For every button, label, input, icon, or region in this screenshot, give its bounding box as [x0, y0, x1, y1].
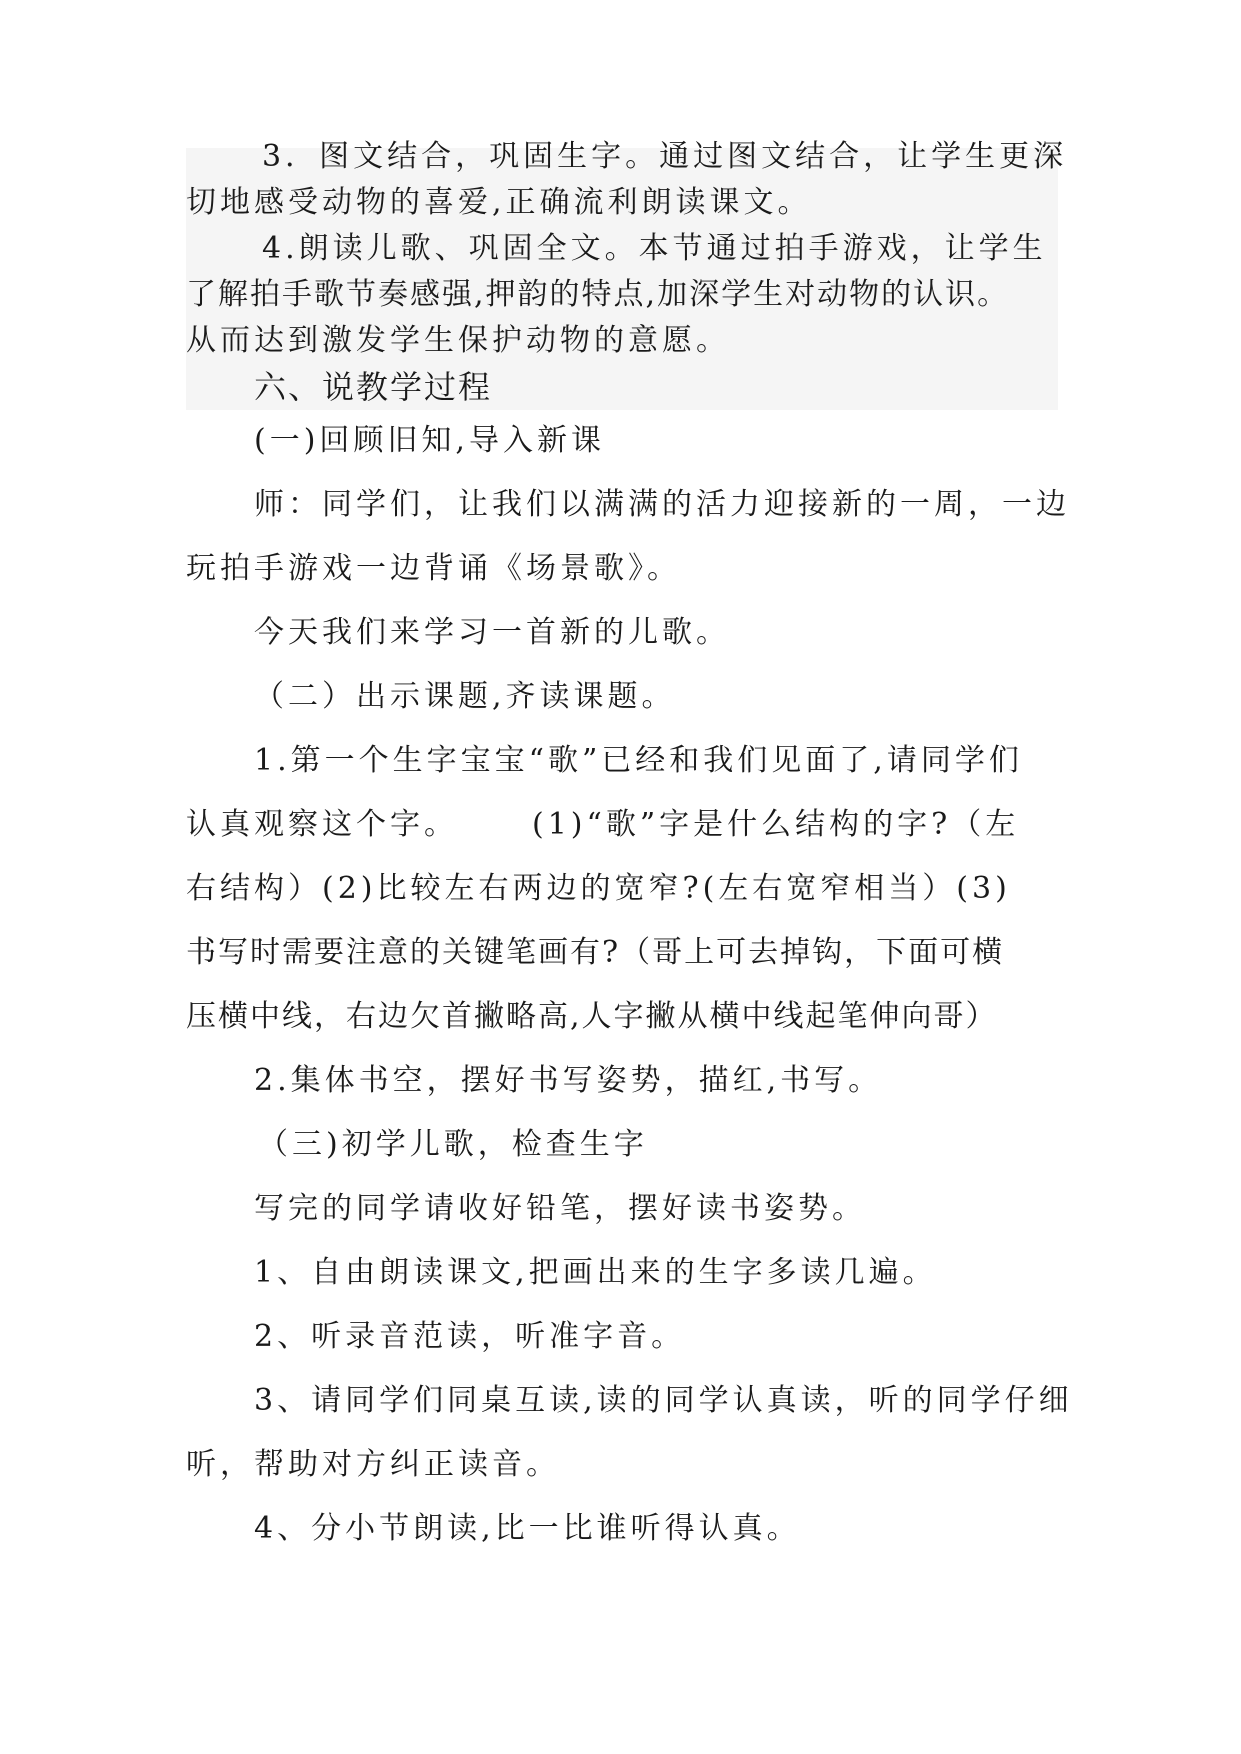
part-2-p1-line-1: 1.第一个生字宝宝“歌”已经和我们见面了,请同学们: [254, 743, 1023, 778]
teacher-line-2: 玩拍手游戏一边背诵《场景歌》。: [186, 551, 681, 586]
item-3-line-2: 切地感受动物的喜爱,正确流利朗读课文。: [186, 185, 812, 220]
section-6-heading: 六、说教学过程: [254, 368, 493, 406]
part-2-p1-line-5: 压横中线，右边欠首撇略高,人字撇从横中线起笔伸向哥）: [186, 999, 998, 1034]
part-3-step-3-line-2: 听，帮助对方纠正读音。: [186, 1447, 560, 1482]
part-2-p1-line-2a: 认真观察这个字。: [186, 807, 458, 842]
part-3-intro: 写完的同学请收好铅笔，摆好读书姿势。: [254, 1191, 866, 1226]
part-2-p1-line-2b: (1)“歌”字是什么结构的字?（左: [532, 807, 1020, 842]
part-3-step-2: 2、听录音范读，听准字音。: [254, 1319, 686, 1354]
teacher-line-1: 师：同学们，让我们以满满的活力迎接新的一周，一边: [254, 487, 1070, 522]
part-3-heading: （三)初学儿歌，检查生字: [258, 1127, 648, 1162]
part-3-step-1: 1、自由朗读课文,把画出来的生字多读几遍。: [254, 1255, 937, 1290]
item-4-line-1: 4.朗读儿歌、巩固全文。本节通过拍手游戏，让学生: [262, 231, 1047, 266]
part-3-step-4: 4、分小节朗读,比一比谁听得认真。: [254, 1511, 801, 1546]
part-2-p1-line-3: 右结构）(2)比较左右两边的宽窄?(左右宽窄相当）(3): [186, 871, 1011, 906]
part-1-heading: (一)回顾旧知,导入新课: [254, 423, 605, 458]
part-2-p1-line-4: 书写时需要注意的关键笔画有?（哥上可去掉钩，下面可横: [186, 935, 1005, 970]
item-4-line-3: 从而达到激发学生保护动物的意愿。: [186, 323, 730, 358]
part-1-intro: 今天我们来学习一首新的儿歌。: [254, 615, 730, 650]
part-3-step-3-line-1: 3、请同学们同桌互读,读的同学认真读，听的同学仔细: [254, 1383, 1073, 1418]
part-2-p2: 2.集体书空，摆好书写姿势，描红,书写。: [254, 1063, 883, 1098]
item-3-line-1: 3．图文结合，巩固生字。通过图文结合，让学生更深: [262, 139, 1068, 174]
part-2-heading: （二）出示课题,齐读课题。: [254, 679, 676, 714]
item-4-line-2: 了解拍手歌节奏感强,押韵的特点,加深学生对动物的认识。: [186, 277, 1010, 312]
